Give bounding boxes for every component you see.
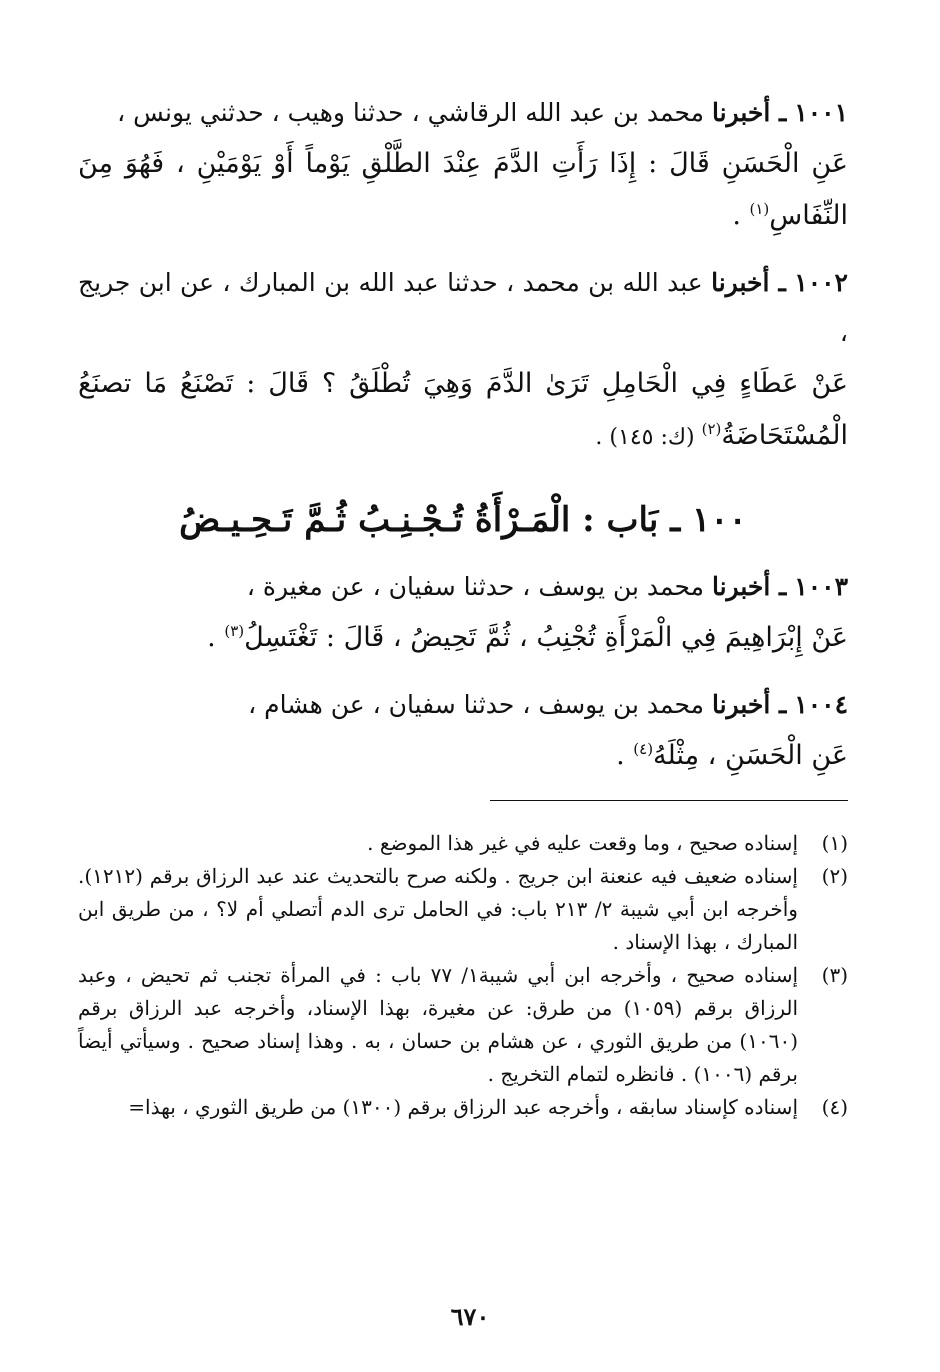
hadith-number: ١٠٠٤: [794, 690, 848, 719]
matn-end: .: [207, 622, 225, 653]
hadith-chain: محمد بن يوسف ، حدثنا سفيان ، عن مغيرة ،: [246, 572, 705, 601]
hadith-chain: محمد بن عبد الله الرقاشي ، حدثنا وهيب ، حدثني يونس ،: [117, 98, 705, 127]
hadith-1001: [78, 88, 848, 242]
footnote-ref[interactable]: (٢): [701, 420, 722, 438]
footnote-number: (١): [821, 831, 848, 855]
footnote-number: (٢): [821, 864, 848, 888]
hadith-1002: [78, 258, 848, 464]
matn-text: عَنْ إِبْرَاهِيمَ فِي الْمَرْأَةِ تُجْنِبُ ، ثُمَّ تَحِيضُ ، قَالَ : تَغْتَسِلُ: [244, 622, 848, 653]
chapter-heading: ١٠٠ ـ بَاب : الْمَـرْأَةُ تُـجْـنِـبُ ثُـمَّ تَـحِـيـضُ: [179, 500, 747, 540]
footnote-ref[interactable]: (٤): [633, 740, 654, 758]
hadith-isnad: ١٠٠٤ ـ أخبرنا محمد بن يوسف ، حدثنا سفيان ، عن هشام ،: [248, 690, 848, 719]
footnote-divider: [490, 800, 848, 801]
hadith-isnad: ١٠٠٣ ـ أخبرنا محمد بن يوسف ، حدثنا سفيان ، عن مغيرة ،: [246, 572, 848, 601]
hadith-lead: أخبرنا: [711, 690, 771, 719]
hadith-matn: [78, 612, 848, 664]
footnote-item: [78, 959, 848, 1091]
footnote-number: (٤): [821, 1095, 848, 1119]
hadith-number: ١٠٠١: [794, 98, 848, 127]
page-number: ٦٧٠: [450, 1302, 490, 1331]
footnotes: [78, 827, 848, 1124]
hadith-isnad: ١٠٠١ ـ أخبرنا محمد بن عبد الله الرقاشي ، حدثنا وهيب ، حدثني يونس ،: [117, 98, 848, 127]
matn-text: عَنِ الْحَسَنِ ، مِثْلَهُ: [653, 740, 848, 771]
footnote-ref[interactable]: (١): [749, 200, 770, 218]
hadith-matn: [78, 358, 848, 464]
hadith-number: ١٠٠٣: [794, 572, 848, 601]
hadith-lead: أخبرنا: [711, 98, 771, 127]
footnote-ref[interactable]: (٣): [224, 622, 245, 640]
hadith-matn: [78, 730, 848, 782]
matn-text: عَنْ عَطَاءٍ فِي الْحَامِلِ تَرَىٰ الدَّمَ وَهِيَ تُطْلَقُ ؟ قَالَ : تَصْنَعُ مَا تصنَعُ الْمُسْتَحَاضَةُ: [78, 368, 848, 451]
footnote-item: [78, 1091, 848, 1124]
footnote-text: إسناده صحيح ، وأخرجه ابن أبي شيبة١/ ٧٧ باب : في المرأة تجنب ثم تحيض ، وعبد الرزاق برقم (١٠٥٩) من طرق: عن مغيرة، بهذا الإسناد، وأخرجه عبد الرزاق برقم (١٠٦٠) من طريق الثوري ، عن هشام بن حسان ، به . وهذا إسناد صحيح . وسيأتي أيضاً برقم (١٠٠٦) . فانظره لتمام التخريج .: [78, 963, 799, 1086]
footnote-item: [78, 827, 848, 860]
matn-text: عَنِ الْحَسَنِ قَالَ : إِذَا رَأَتِ الدَّمَ عِنْدَ الطَّلْقِ يَوْماً أَوْ يَوْمَيْنِ ، فَهُوَ مِنَ النِّفَاسِ: [78, 148, 848, 231]
matn-end: .: [616, 740, 634, 771]
hadith-chain: عبد الله بن محمد ، حدثنا عبد الله بن المبارك ، عن ابن جريج ،: [78, 268, 848, 347]
footnote-text: إسناده صحيح ، وما وقعت عليه في غير هذا الموضع .: [367, 831, 798, 855]
hadith-lead: أخبرنا: [711, 572, 771, 601]
hadith-1003: [78, 562, 848, 664]
footnote-text: إسناده ضعيف فيه عنعنة ابن جريج . ولكنه صرح بالتحديث عند عبد الرزاق برقم (١٢١٢). وأخرجه ابن أبي شيبة ٢/ ٢١٣ باب: في الحامل ترى الدم أتصلي أم لا؟ ، من طريق ابن المبارك ، بهذا الإسناد .: [78, 864, 798, 954]
footnote-item: [78, 860, 848, 959]
matn-end: .: [732, 200, 750, 231]
hadith-isnad: ١٠٠٢ ـ أخبرنا عبد الله بن محمد ، حدثنا عبد الله بن المبارك ، عن ابن جريج ،: [78, 268, 848, 347]
matn-end: (ك: ١٤٥) .: [595, 425, 702, 450]
footnote-text: إسناده كإسناد سابقه ، وأخرجه عبد الرزاق برقم (١٣٠٠) من طريق الثوري ، بهذا=: [128, 1095, 798, 1119]
hadith-matn: [78, 138, 848, 242]
hadith-lead: أخبرنا: [711, 268, 770, 297]
hadith-chain: محمد بن يوسف ، حدثنا سفيان ، عن هشام ،: [248, 690, 705, 719]
hadith-number: ١٠٠٢: [794, 268, 848, 297]
footnote-number: (٣): [821, 963, 848, 987]
hadith-1004: [78, 680, 848, 782]
